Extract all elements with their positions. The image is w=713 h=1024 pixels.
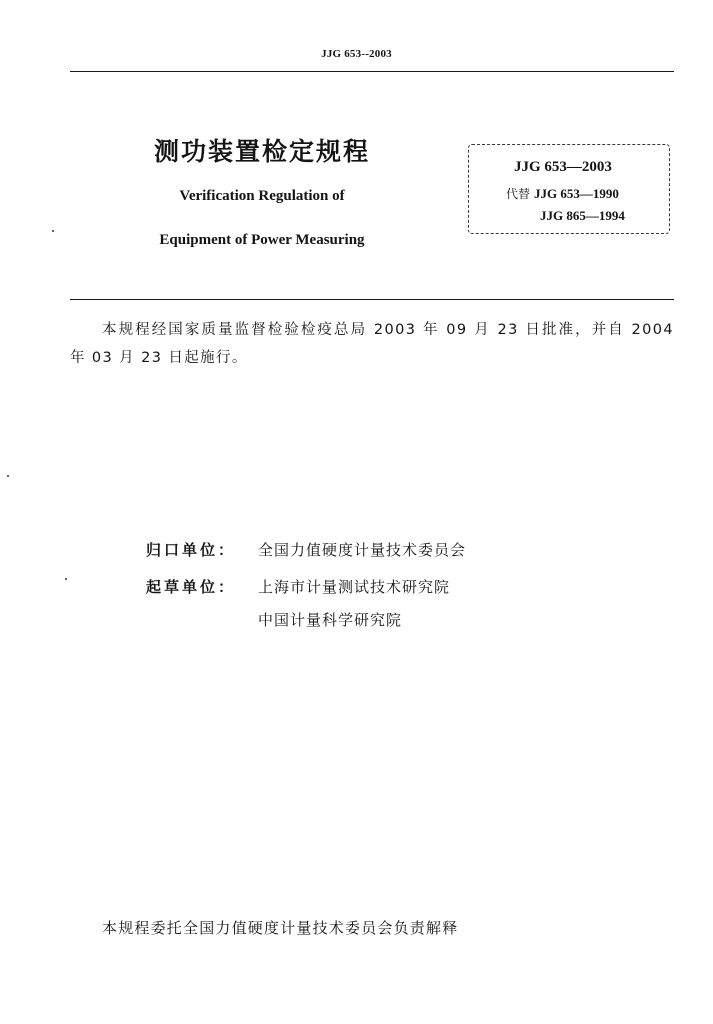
drafting-unit-value-2: 中国计量科学研究院 <box>258 611 403 629</box>
replaces-line <box>506 185 619 202</box>
replaced-code-1: JJG 653—1990 <box>534 186 619 201</box>
replaces-label: 代替 <box>506 187 531 201</box>
scan-speck <box>52 230 54 232</box>
document-title-english-line1: Verification Regulation of <box>179 188 345 204</box>
scan-speck <box>65 578 67 580</box>
running-header: JJG 653--2003 <box>321 48 392 60</box>
responsible-unit-label: 归口单位： <box>146 541 237 559</box>
scan-speck <box>7 475 9 477</box>
standard-code: JJG 653—2003 <box>514 159 612 175</box>
header-rule <box>70 71 674 72</box>
interpretation-note: 本规程委托全国力值硬度计量技术委员会负责解释 <box>102 919 459 937</box>
responsible-unit-value: 全国力值硬度计量技术委员会 <box>258 541 467 559</box>
replaced-code-2: JJG 865—1994 <box>540 208 625 223</box>
document-title-chinese: 测功装置检定规程 <box>153 137 370 166</box>
drafting-unit-label: 起草单位： <box>146 578 237 596</box>
document-title-english-line2: Equipment of Power Measuring <box>159 232 365 248</box>
approval-statement: 本规程经国家质量监督检验检疫总局 2003 年 09 月 23 日批准，并自 2004 年 03 月 23 日起施行。 <box>70 322 674 366</box>
section-rule <box>70 299 674 300</box>
drafting-unit-value-1: 上海市计量测试技术研究院 <box>258 578 451 596</box>
